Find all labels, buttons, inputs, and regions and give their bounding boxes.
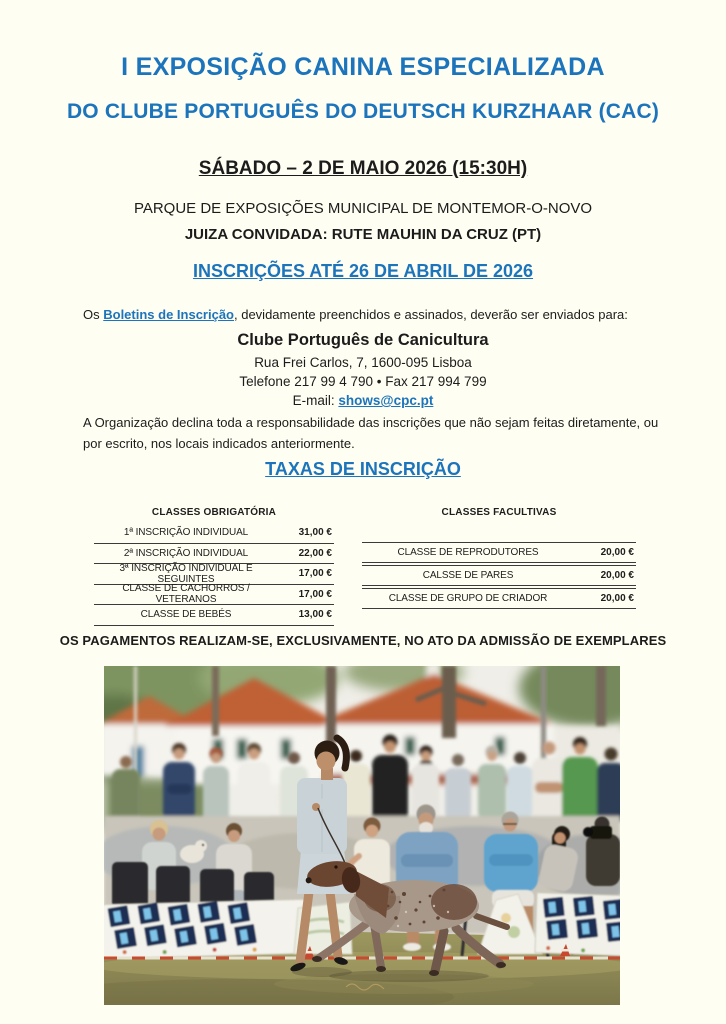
table-row: CLASSE DE REPRODUTORES 20,00 € xyxy=(362,542,636,563)
page-subtitle: DO CLUBE PORTUGUÊS DO DEUTSCH KURZHAAR (CAC) xyxy=(66,100,660,123)
table-row: CLASSE DE GRUPO DE CRIADOR 20,00 € xyxy=(362,588,636,609)
email-link[interactable]: shows@cpc.pt xyxy=(338,393,434,408)
optional-classes-table xyxy=(362,503,636,611)
mandatory-table-title: CLASSES OBRIGATÓRIA xyxy=(151,507,277,518)
event-photo xyxy=(104,666,620,1005)
table-row: CLASSE DE CACHORROS / VETERANOS 17,00 € xyxy=(94,585,334,606)
fees-heading: TAXAS DE INSCRIÇÃO xyxy=(265,459,461,479)
mandatory-classes-table xyxy=(94,503,334,626)
table-row: 1ª INSCRIÇÃO INDIVIDUAL 31,00 € xyxy=(94,523,334,544)
table-row: CLASSE DE BEBÉS 13,00 € xyxy=(94,605,334,626)
event-judge: JUIZA CONVIDADA: RUTE MAUHIN DA CRUZ (PT) xyxy=(184,226,542,243)
table-row: CALSSE DE PARES 20,00 € xyxy=(362,565,636,586)
club-phone-fax: Telefone 217 99 4 790 • Fax 217 994 799 xyxy=(239,374,487,389)
table-row: 3ª INSCRIÇÃO INDIVIDUAL E SEGUINTES 17,00 € xyxy=(94,564,334,585)
intro-prefix: Os xyxy=(83,307,104,322)
club-name: Clube Português de Canicultura xyxy=(237,331,489,349)
club-address: Rua Frei Carlos, 7, 1600-095 Lisboa xyxy=(254,355,472,370)
entry-forms-link[interactable]: Boletins de Inscrição xyxy=(103,307,234,322)
event-venue: PARQUE DE EXPOSIÇÕES MUNICIPAL DE MONTEMOR-O-NOVO xyxy=(133,200,593,217)
club-email-line xyxy=(0,393,726,408)
optional-table-title: CLASSES FACULTIVAS xyxy=(441,507,557,518)
registration-intro xyxy=(83,307,706,322)
registration-disclaimer: A Organização declina toda a responsabilidade das inscrições que não sejam feitas diretamente, ou por escrito, nos locais indicados anteriormente. xyxy=(83,415,659,452)
intro-suffix: , devidamente preenchidos e assinados, deverão ser enviados para: xyxy=(234,307,628,322)
dog-shadow xyxy=(329,970,489,982)
email-label: E-mail: xyxy=(292,393,339,408)
event-date: SÁBADO – 2 DE MAIO 2026 (15:30H) xyxy=(198,158,528,179)
registration-deadline-heading: INSCRIÇÕES ATÉ 26 DE ABRIL DE 2026 xyxy=(192,261,534,281)
payment-note: OS PAGAMENTOS REALIZAM-SE, EXCLUSIVAMENTE, NO ATO DA ADMISSÃO DE EXEMPLARES xyxy=(59,633,667,648)
page-title: I EXPOSIÇÃO CANINA ESPECIALIZADA xyxy=(121,53,605,81)
table-row: 2ª INSCRIÇÃO INDIVIDUAL 22,00 € xyxy=(94,544,334,565)
